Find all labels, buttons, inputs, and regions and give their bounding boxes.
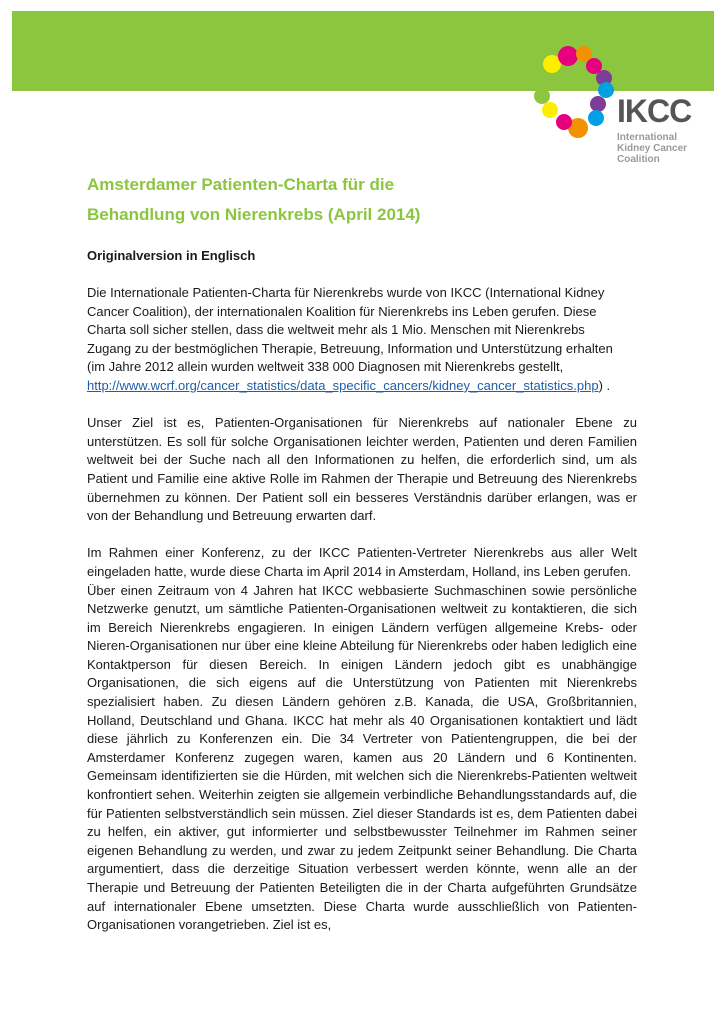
intro-line: Zugang zu der bestmöglichen Therapie, Betreuung, Information und Unterstützung erhalten — [87, 340, 613, 356]
logo-abbreviation: IKCC — [617, 93, 692, 129]
intro-line: Charta soll sicher stellen, dass die weltweit mehr als 1 Mio. Menschen mit Nierenkrebs — [87, 322, 585, 338]
intro-paragraph — [87, 284, 637, 396]
conference-paragraph: Im Rahmen einer Konferenz, zu der IKCC Patienten-Vertreter Nierenkrebs aus aller Welt eingeladen hatte, wurde diese Charta im April 2014 in Amsterdam, Holland, ins Leben gerufen. — [87, 545, 637, 579]
intro-line: Cancer Coalition), der internationalen Koalition für Nierenkrebs ins Leben gerufen. Diese — [87, 303, 597, 319]
logo-circle-mark-icon — [524, 42, 619, 142]
logo-full-line: Coalition — [617, 154, 660, 165]
intro-link-line — [87, 377, 637, 396]
document-body — [87, 284, 637, 935]
goal-paragraph: Unser Ziel ist es, Patienten-Organisationen für Nierenkrebs auf nationaler Ebene zu unterstützen. Es soll für solche Organisationen leichter werden, Patienten und deren Familien weltweit bei der Suche nach all den Informationen zu helfen, die erforderlich sind, um als Patient und Familie eine aktive Rolle im Rahmen der Therapie und Betreuung des Nierenkrebs übernehmen zu können. Der Patient soll ein besseres Verständnis darüber erlangen, was er von der Behandlung und Betreuung erwarten darf. — [87, 415, 637, 524]
original-version-note: Originalversion in Englisch — [87, 248, 256, 263]
logo-full-line: Kidney Cancer — [617, 143, 688, 154]
logo-full-line: International — [617, 132, 678, 143]
link-suffix: ) . — [598, 377, 611, 393]
ikcc-logo — [524, 42, 694, 172]
title-line-1: Amsterdamer Patienten-Charta für die — [87, 175, 395, 194]
history-paragraph: Über einen Zeitraum von 4 Jahren hat IKCC webbasierte Suchmaschinen sowie persönliche Netzwerke genutzt, um sämtliche Patienten-Organisationen weltweit zu kontaktieren, die sich im Bereich Nierenkrebs engagieren. In einigen Ländern verfügen allgemeine Krebs- oder Nieren-Organisationen nur über eine kleine Abteilung für Nierenkrebs oder haben lediglich eine Kontaktperson für diesen Bereich. In einigen Ländern jedoch gibt es unabhängige Organisationen, die sich eigens auf die Unterstützung von Patienten mit Nierenkrebs spezialisiert haben. Zu diesen Ländern gehören z.B. Kanada, die USA, Großbritannien, Holland, Deutschland und Ghana. IKCC hat mehr als 40 Organisationen kontaktiert und lädt diese jährlich zu Konferenzen ein. Die 34 Vertreter von Patientengruppen, die bei der Amsterdamer Konferenz zugegen waren, kamen aus 20 Ländern und 6 Kontinenten. Gemeinsam identifizierten sie die Hürden, mit welchen sich die Nierenkrebs-Patienten weltweit konfrontiert sehen. Weiterhin zeigten sie allgemein verbindliche Behandlungsstandards auf, die für Patienten selbstverständlich sein müssen. Ziel dieser Standards ist es, dem Patienten dabei zu helfen, ein aktiver, gut informierter und selbstbewusster Teilnehmer im Rahmen seiner eigenen Behandlung zu werden, und zwar zu jedem Zeitpunkt seiner Behandlung. Die Charta argumentiert, dass die derzeitige Situation verbessert werden könnte, wenn alle an der Therapie und Betreuung der Patienten Beteiligten die in der Charta aufgeführten Grundsätze auf internationaler Ebene umsetzten. Diese Charta wurde ausschließlich von Patienten-Organisationen vorangetrieben. Ziel ist es, — [87, 582, 637, 933]
intro-line: Die Internationale Patienten-Charta für Nierenkrebs wurde von IKCC (International Kidney — [87, 285, 605, 300]
title-line-2: Behandlung von Nierenkrebs (April 2014) — [87, 205, 421, 224]
logo-full-name — [617, 132, 697, 165]
document-title — [87, 170, 607, 230]
statistics-link[interactable]: http://www.wcrf.org/cancer_statistics/data_specific_cancers/kidney_cancer_statistics.php — [87, 377, 599, 393]
intro-line: (im Jahre 2012 allein wurden weltweit 338 000 Diagnosen mit Nierenkrebs gestellt, — [87, 359, 564, 375]
